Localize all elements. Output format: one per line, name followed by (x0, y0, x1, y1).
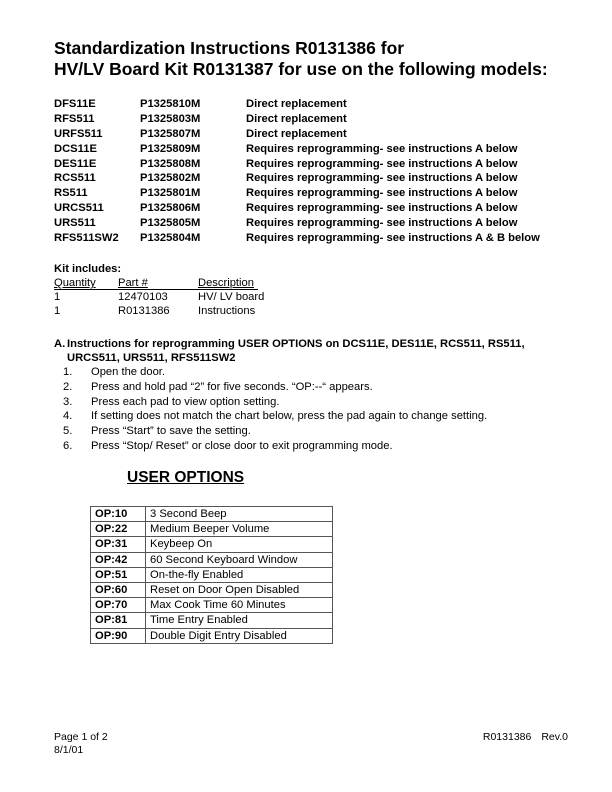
kit-col-part: Part # (118, 277, 148, 289)
step-text: Press “Start” to save the setting. (91, 425, 251, 438)
step-text: Press each pad to view option setting. (91, 395, 280, 408)
step (54, 439, 574, 454)
title-line-2: HV/LV Board Kit R0131387 for use on the following models: (54, 59, 548, 79)
section-a-steps (54, 365, 574, 454)
model-note: Direct replacement (246, 98, 347, 110)
option-description: Keybeep On (146, 537, 333, 552)
model-name: URCS511 (54, 202, 104, 215)
option-description: 3 Second Beep (146, 507, 333, 522)
kit-col-description: Description (198, 277, 254, 289)
option-description: 60 Second Keyboard Window (146, 552, 333, 567)
step (54, 424, 574, 439)
kit-col-quantity: Quantity (54, 277, 96, 289)
kit-quantity: 1 (54, 291, 61, 303)
step-number: 3. (63, 395, 73, 408)
model-part: P1325808M (140, 157, 201, 170)
model-part: P1325805M (140, 217, 201, 230)
option-code: OP:90 (91, 628, 146, 643)
model-note: Requires reprogramming- see instructions A below (246, 142, 518, 155)
model-name: RS511 (54, 187, 88, 200)
option-code: OP:22 (91, 522, 146, 537)
title-line-1: Standardization Instructions R0131386 for (54, 38, 405, 58)
step-number: 5. (63, 425, 73, 438)
model-note: Requires reprogramming- see instructions A & B below (246, 232, 540, 245)
model-name: DFS11E (54, 98, 96, 110)
option-description: Reset on Door Open Disabled (146, 582, 333, 597)
option-code: OP:42 (91, 552, 146, 567)
option-code: OP:31 (91, 537, 146, 552)
model-part: P1325804M (140, 232, 201, 245)
model-part: P1325810M (140, 98, 201, 110)
step-number: 6. (63, 439, 73, 452)
model-name: RCS511 (54, 172, 96, 185)
kit-column-headers (54, 276, 254, 290)
option-code: OP:10 (91, 507, 146, 522)
section-a-heading (54, 337, 574, 351)
option-description: Max Cook Time 60 Minutes (146, 598, 333, 613)
option-row (91, 582, 333, 597)
model-name: DES11E (54, 157, 97, 170)
document-date: 8/1/01 (54, 743, 84, 756)
user-options-title: USER OPTIONS (127, 469, 245, 486)
section-a (54, 337, 574, 454)
page-number: Page 1 of 2 (54, 731, 108, 743)
model-note: Requires reprogramming- see instructions A below (246, 157, 518, 170)
step-number: 1. (63, 366, 73, 378)
model-part: P1325802M (140, 172, 201, 185)
section-a-label: A. (54, 338, 66, 350)
kit-quantity: 1 (54, 305, 61, 317)
option-row (91, 628, 333, 643)
option-row (91, 507, 333, 522)
step-number: 2. (63, 380, 73, 393)
option-code: OP:81 (91, 613, 146, 628)
kit-row (54, 290, 265, 304)
model-note: Direct replacement (246, 127, 347, 140)
model-part: P1325801M (140, 187, 201, 200)
option-code: OP:51 (91, 567, 146, 582)
step (54, 395, 574, 410)
step-text: Press and hold pad “2” for five seconds. “OP:--“ appears. (91, 380, 373, 393)
kit-row (54, 304, 256, 318)
document-title (54, 38, 548, 80)
model-name: RFS511 (54, 112, 95, 125)
model-note: Requires reprogramming- see instructions A below (246, 187, 518, 200)
model-name: DCS11E (54, 142, 97, 155)
footer-left (54, 731, 108, 756)
option-description: Double Digit Entry Disabled (146, 628, 333, 643)
model-note: Requires reprogramming- see instructions A below (246, 217, 518, 230)
kit-description: HV/ LV board (198, 291, 265, 303)
model-part: P1325803M (140, 112, 201, 125)
revision: Rev.0 (541, 731, 568, 743)
option-description: On-the-fly Enabled (146, 567, 333, 582)
section-a-heading-line-1: Instructions for reprogramming USER OPTIONS on DCS11E, DES11E, RCS511, RS511, (67, 338, 525, 350)
option-code: OP:70 (91, 598, 146, 613)
option-description: Time Entry Enabled (146, 613, 333, 628)
model-note: Requires reprogramming- see instructions A below (246, 172, 518, 185)
model-part: P1325807M (140, 127, 201, 140)
model-note: Requires reprogramming- see instructions A below (246, 202, 518, 215)
option-row (91, 613, 333, 628)
step-text: Open the door. (91, 366, 166, 378)
model-name: URS511 (54, 217, 96, 230)
kit-heading: Kit includes: (54, 263, 122, 275)
model-part: P1325809M (140, 142, 201, 155)
footer-right (483, 731, 568, 744)
kit-description: Instructions (198, 305, 256, 317)
model-part: P1325806M (140, 202, 201, 215)
model-note: Direct replacement (246, 112, 347, 125)
option-row (91, 598, 333, 613)
user-options-table (90, 506, 333, 644)
option-row (91, 567, 333, 582)
step-text: Press “Stop/ Reset” or close door to exit programming mode. (91, 439, 393, 452)
option-code: OP:60 (91, 582, 146, 597)
section-a-heading-line-2: URCS511, URS511, RFS511SW2 (67, 352, 236, 364)
option-row (91, 537, 333, 552)
step-text: If setting does not match the chart below, press the pad again to change setting. (91, 410, 488, 423)
document-number: R0131386 (482, 731, 532, 743)
step (54, 409, 574, 424)
kit-part: 12470103 (118, 291, 168, 303)
model-name: RFS511SW2 (54, 232, 119, 245)
step-number: 4. (63, 410, 73, 423)
step (54, 380, 574, 395)
kit-includes (54, 262, 265, 318)
step (54, 365, 574, 380)
kit-part: R0131386 (118, 305, 170, 317)
option-row (91, 552, 333, 567)
option-row (91, 522, 333, 537)
option-description: Medium Beeper Volume (146, 522, 333, 537)
model-name: URFS511 (54, 127, 103, 140)
